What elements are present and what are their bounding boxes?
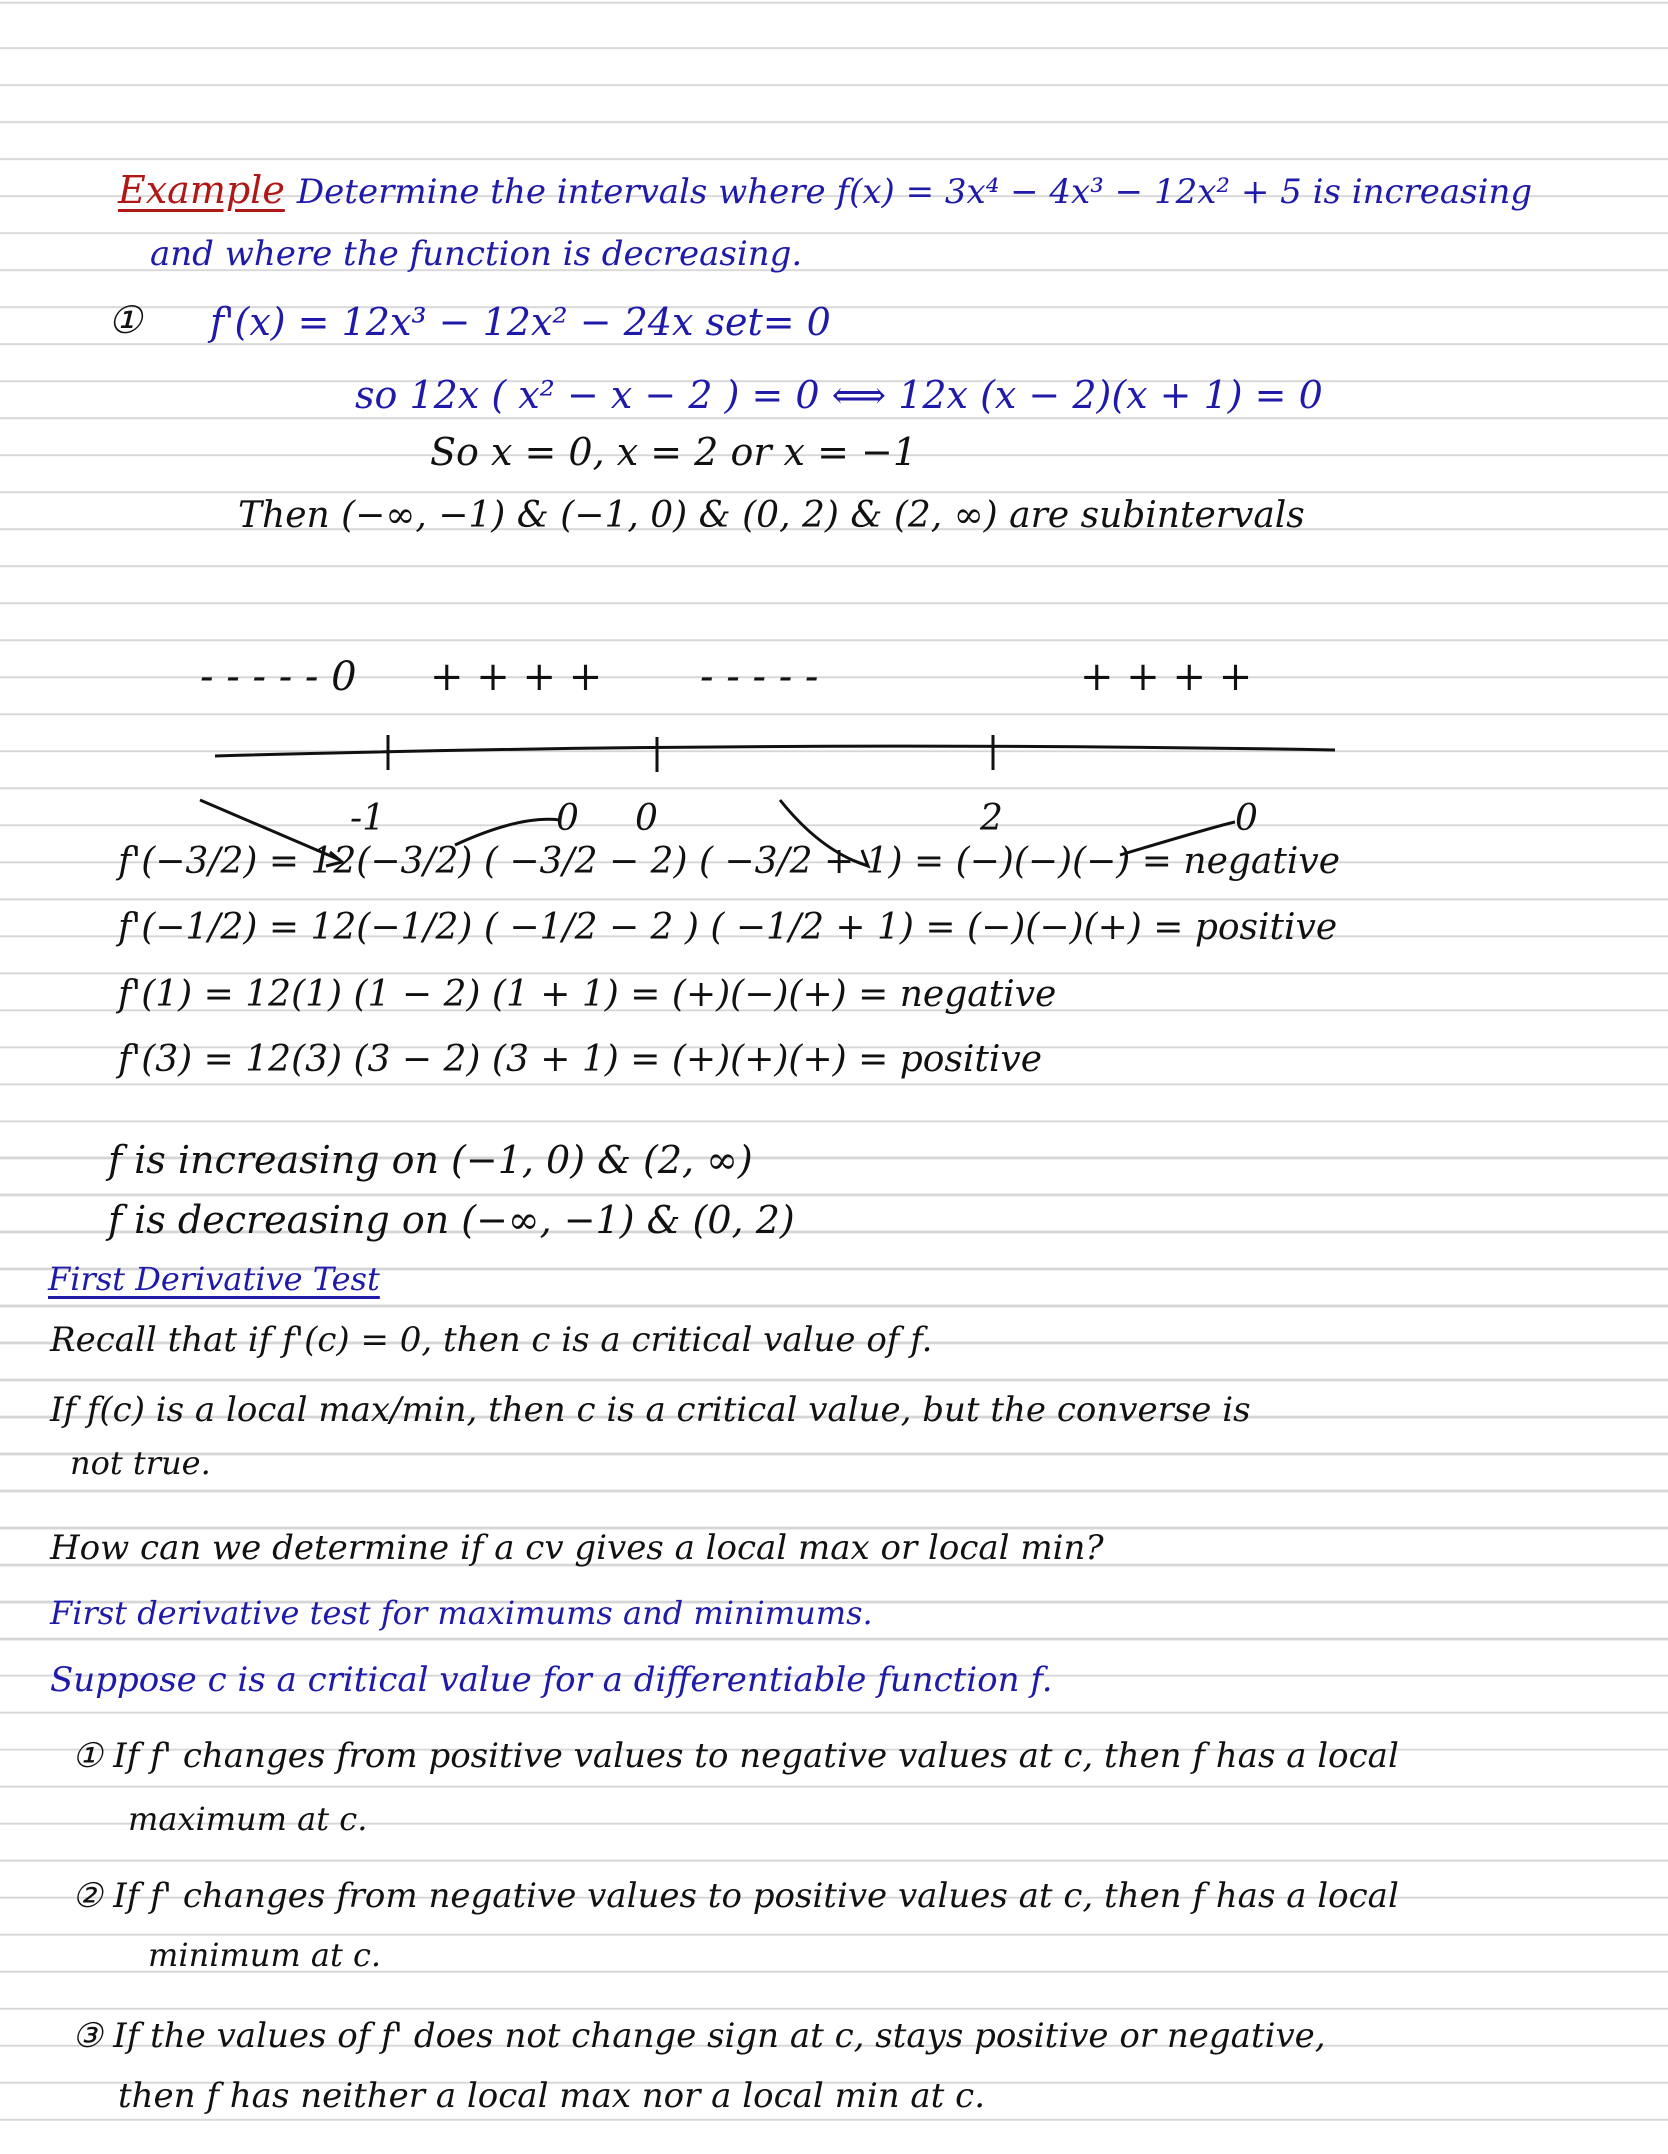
tick-label-2: 2	[980, 798, 1003, 839]
increasing-conclusion: f is increasing on (−1, 0) & (2, ∞)	[108, 1138, 753, 1182]
first-derivative-heading: First Derivative Test	[48, 1260, 380, 1298]
trend-arrows	[180, 780, 1400, 900]
roots-line: So x = 0, x = 2 or x = −1	[430, 430, 918, 474]
sign-chart	[180, 640, 1400, 800]
example-line-1	[118, 170, 1532, 212]
example-line-2: and where the function is decreasing.	[150, 234, 803, 274]
suppose-line: Suppose c is a critical value for a differentiable function f.	[50, 1660, 1053, 1700]
tick-label-neg1: -1	[350, 798, 386, 839]
zero-mark-2: 0	[1235, 798, 1258, 839]
rule-3-line-1: ③ If the values of f' does not change sign at c, stays positive or negative,	[72, 2016, 1326, 2056]
rule-1-line-2: maximum at c.	[128, 1800, 368, 1838]
sign-interval-2: + + + +	[430, 654, 603, 700]
number-line-axis	[215, 746, 1335, 756]
sign-interval-1: - - - - - 0	[200, 654, 357, 700]
test-value-2: f'(−1/2) = 12(−1/2) ( −1/2 − 2 ) ( −1/2 + 1) = (−)(−)(+) = positive	[118, 907, 1338, 948]
decreasing-conclusion: f is decreasing on (−∞, −1) & (0, 2)	[108, 1198, 795, 1242]
zero-mark-1: 0	[556, 798, 579, 839]
rule-3-line-2: then f has neither a local max nor a local min at c.	[118, 2076, 985, 2116]
recall-line: Recall that if f'(c) = 0, then c is a critical value of f.	[50, 1320, 933, 1360]
example-problem: Determine the intervals where f(x) = 3x⁴ − 4x³ − 12x² + 5 is increasing	[296, 172, 1533, 212]
test-value-4: f'(3) = 12(3) (3 − 2) (3 + 1) = (+)(+)(+) = positive	[118, 1039, 1043, 1080]
rule-1-line-1: ① If f' changes from positive values to negative values at c, then f has a local	[72, 1736, 1399, 1776]
tick-label-0: 0	[635, 798, 658, 839]
sign-interval-3: - - - - -	[700, 654, 819, 700]
rule-2-line-2: minimum at c.	[148, 1936, 382, 1974]
rule-2-line-1: ② If f' changes from negative values to positive values at c, then f has a local	[72, 1876, 1399, 1916]
sign-interval-4: + + + +	[1080, 654, 1253, 700]
factored-line: so 12x ( x² − x − 2 ) = 0 ⟺ 12x (x − 2)(x + 1) = 0	[355, 373, 1323, 417]
test-value-1: f'(−3/2) = 12(−3/2) ( −3/2 − 2) ( −3/2 + 1) = (−)(−)(−) = negative	[118, 841, 1341, 882]
converse-line-2: not true.	[70, 1444, 211, 1482]
test-value-3: f'(1) = 12(1) (1 − 2) (1 + 1) = (+)(−)(+) = negative	[118, 974, 1057, 1015]
subintervals-line: Then (−∞, −1) & (−1, 0) & (0, 2) & (2, ∞) are subintervals	[238, 495, 1305, 536]
test-subheading: First derivative test for maximums and minimums.	[50, 1594, 873, 1632]
question-line: How can we determine if a cv gives a local max or local min?	[50, 1528, 1104, 1568]
example-label: Example	[118, 168, 285, 212]
step-marker: ①	[108, 298, 143, 342]
converse-line-1: If f(c) is a local max/min, then c is a critical value, but the converse is	[50, 1390, 1251, 1430]
derivative-line: f'(x) = 12x³ − 12x² − 24x set= 0	[210, 300, 831, 344]
